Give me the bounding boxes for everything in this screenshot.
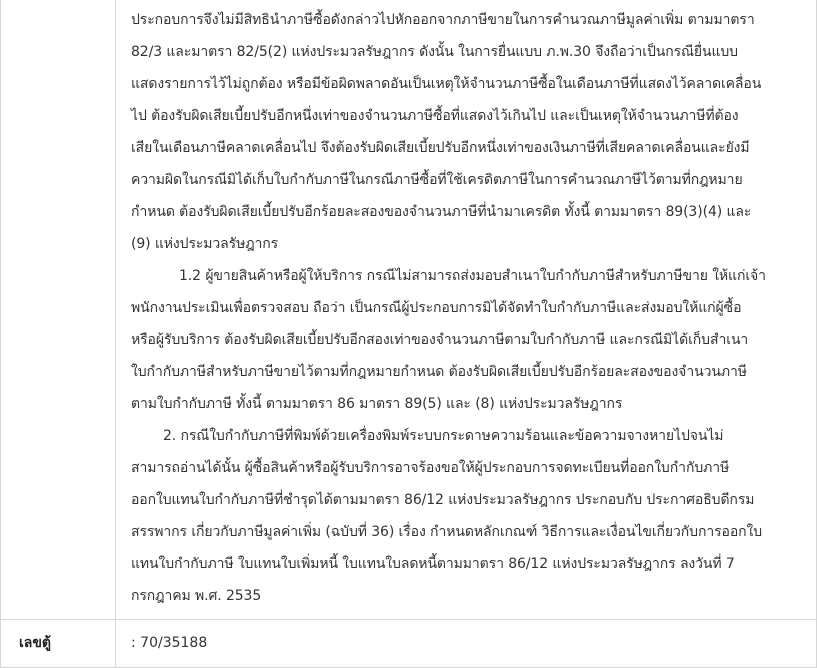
text-line: ไป ต้องรับผิดเสียเบี้ยปรับอีกหนึ่งเท่าของจำนวนภาษีซื้อที่แสดงไว้เกินไป และเป็นเหตุให้จำนวนภาษีที่ต้อง (131, 108, 739, 124)
text-line: กรกฎาคม พ.ศ. 2535 (131, 588, 262, 604)
text-line: พนักงานประเมินเพื่อตรวจสอบ ถือว่า เป็นกรณีผู้ประกอบการมิได้จัดทำใบกำกับภาษีและส่งมอบให้แก่ผู้ซื้อ (131, 300, 742, 316)
paragraph-start-line: 1.2 ผู้ขายสินค้าหรือผู้ให้บริการ กรณีไม่สามารถส่งมอบสำเนาใบกำกับภาษีสำหรับภาษีขาย ให้แก่เจ้า (179, 268, 766, 284)
text-line: (9) แห่งประมวลรัษฎากร (131, 236, 279, 252)
text-line: หรือผู้รับบริการ ต้องรับผิดเสียเบี้ยปรับอีกสองเท่าของจำนวนภาษีตามใบกำกับภาษี และกรณีมิได้เก็บสำเนา (131, 332, 749, 348)
text-line: เสียในเดือนภาษีคลาดเคลื่อนไป จึงต้องรับผิดเสียเบี้ยปรับอีกหนึ่งเท่าของเงินภาษีที่เสียคลาดเคลื่อนและยังมี (131, 140, 750, 156)
text-line: สามารถอ่านได้นั้น ผู้ซื้อสินค้าหรือผู้รับบริการอาจร้องขอให้ผู้ประกอบการจดทะเบียนที่ออกใบกำกับภาษี (131, 460, 730, 476)
text-line: ตามใบกำกับภาษี ทั้งนี้ ตามมาตรา 86 มาตรา 89(5) และ (8) แห่งประมวลรัษฎากร (131, 396, 623, 412)
text-line: 82/3 และมาตรา 82/5(2) แห่งประมวลรัษฎากร ดังนั้น ในการยื่นแบบ ภ.พ.30 จึงถือว่าเป็นกรณียื่นแบบ (131, 44, 738, 60)
paragraph-start-line: 2. กรณีใบกำกับภาษีที่พิมพ์ด้วยเครื่องพิมพ์ระบบกระดาษความร้อนและข้อความจางหายไปจนไม่ (163, 428, 724, 444)
text-line: ความผิดในกรณีมิได้เก็บใบกำกับภาษีในกรณีภาษีซื้อที่ใช้เครดิตภาษีในการคำนวณภาษีไว้ตามที่กฎหมาย (131, 172, 743, 188)
cabinet-number-label: เลขตู้ (1, 620, 116, 667)
cabinet-number-value: : 70/35188 (131, 635, 208, 651)
text-line: แสดงรายการไว้ไม่ถูกต้อง หรือมีข้อผิดพลาดอันเป็นเหตุให้จำนวนภาษีซื้อในเดือนภาษีที่แสดงไว้คลาดเคลื่อน (131, 76, 762, 92)
text-line: ออกใบแทนใบกำกับภาษีที่ชำรุดได้ตามมาตรา 86/12 แห่งประมวลรัษฎากร ประกอบกับ ประกาศอธิบดีกรม (131, 492, 755, 508)
row-label-cell (1, 0, 116, 619)
cabinet-number-row (0, 619, 817, 668)
text-line: แทนใบกำกับภาษี ใบแทนใบเพิ่มหนี้ ใบแทนใบลดหนี้ตามมาตรา 86/12 แห่งประมวลรัษฎากร ลงวันที่ 7 (131, 556, 735, 572)
text-line: สรรพากร เกี่ยวกับภาษีมูลค่าเพิ่ม (ฉบับที่ 36) เรื่อง กำหนดหลักเกณฑ์ วิธีการและเงื่อนไขเกี่ยวกับการออกใบ (131, 524, 763, 540)
text-line: ใบกำกับภาษีสำหรับภาษีขายไว้ตามที่กฎหมายกำหนด ต้องรับผิดเสียเบี้ยปรับอีกร้อยละสองของจำนวนภาษี (131, 364, 747, 380)
text-line: กำหนด ต้องรับผิดเสียเบี้ยปรับอีกร้อยละสองของจำนวนภาษีที่นำมาเครดิต ทั้งนี้ ตามมาตรา 89(3)(4) และ (131, 204, 752, 220)
text-line: ประกอบการจึงไม่มีสิทธินำภาษีซื้อดังกล่าวไปหักออกจากภาษีขายในการคำนวณภาษีมูลค่าเพิ่ม ตามมาตรา (131, 12, 755, 28)
